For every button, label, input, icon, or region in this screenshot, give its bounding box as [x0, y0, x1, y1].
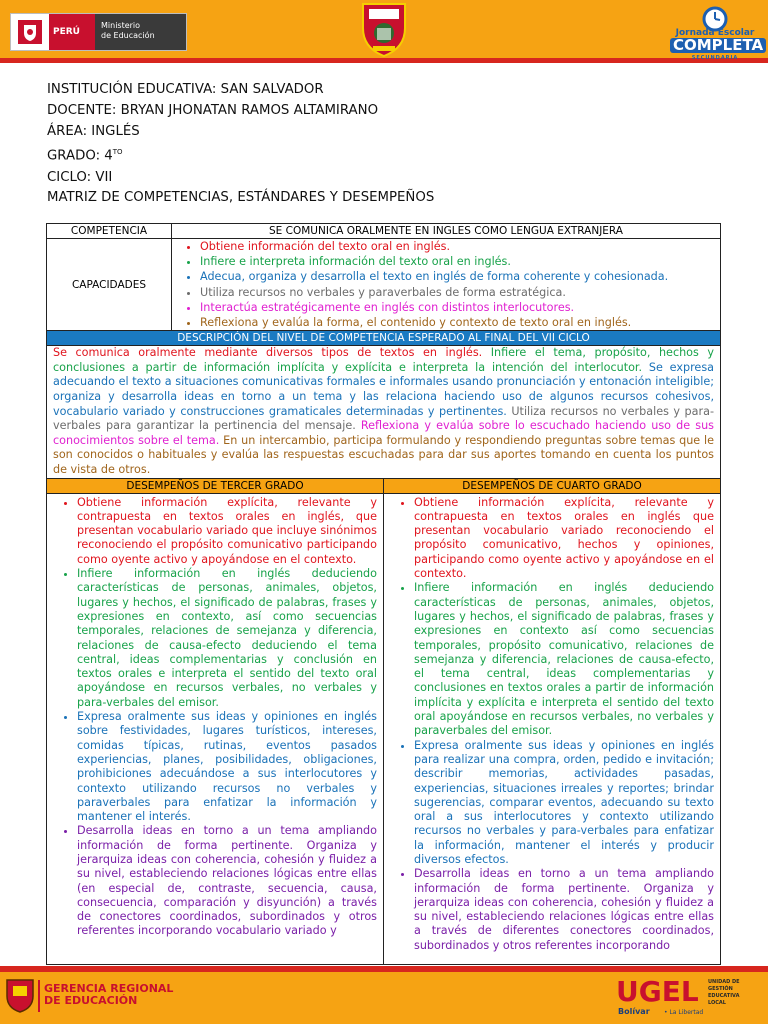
fourth-grade-performances: [384, 493, 721, 964]
cycle: CICLO: VII: [47, 169, 113, 185]
minedu-logo: [10, 13, 187, 51]
capacity-item: • Reflexiona y evalúa la forma, el contenido y contexto de texto oral en inglés.: [200, 315, 716, 330]
fourth-grade-header: DESEMPEÑOS DE CUARTO GRADO: [384, 478, 721, 493]
school-crest-icon: [359, 1, 409, 58]
institution: INSTITUCIÓN EDUCATIVA: SAN SALVADOR: [47, 82, 324, 97]
third-grade-performances: [47, 493, 384, 964]
capacity-item: • Obtiene información del texto oral en inglés.: [200, 239, 716, 254]
level-part: Reflexiona y evalúa sobre lo escuchado haciendo uso de sus conocimientos sobre el tema.: [53, 419, 715, 447]
ugel-region: • La Libertad: [664, 1009, 704, 1016]
capacity-item: • Infiere e interpreta información del texto oral en inglés.: [200, 254, 716, 269]
footer-divider: [38, 980, 40, 1012]
capacity-item: • Adecua, organiza y desarrolla el texto en inglés de forma coherente y cohesionada.: [200, 269, 716, 284]
teacher: DOCENTE: BRYAN JHONATAN RAMOS ALTAMIRANO: [47, 102, 379, 118]
competence-label: COMPETENCIA: [47, 224, 172, 239]
level-part: Se expresa adecuando el texto a situaciones comunicativas formales e informales usando pronunciación y entonación inteligible; organiza y desarrolla ideas en torno a un tema y las relaciona haciendo uso de algunos recursos cohesivos, vocabulario variado y construcciones gramaticales determinadas y pertinentes.: [53, 360, 715, 418]
ministry-name: [95, 14, 186, 50]
third-grade-header: DESEMPEÑOS DE TERCER GRADO: [47, 478, 384, 493]
performance-item: • Desarrolla ideas en torno a un tema ampliando información de forma pertinente. Organiza y jerarquiza ideas con coherencia, cohesión y fluidez a su nivel, estableciendo relaciones lógicas entre ellas a través de diferentes conectores coordinados, subordinados y otros referentes incorporando: [414, 867, 714, 953]
ugel-side-1: UNIDAD DE GESTIÓN: [708, 979, 740, 992]
ugel-logo: [616, 975, 761, 1020]
capacities-cell: [172, 239, 721, 331]
level-part: Se comunica oralmente mediante diversos tipos de textos en inglés.: [53, 346, 483, 360]
level-description-header: DESCRIPCIÓN DEL NIVEL DE COMPETENCIA ESPERADO AL FINAL DEL VII CICLO: [47, 331, 721, 346]
capacity-item: • Utiliza recursos no verbales y paraverbales de forma estratégica.: [200, 285, 716, 300]
competence-value: SE COMUNICA ORALMENTE EN INGLES COMO LENGUA EXTRANJERA: [172, 224, 721, 239]
jec-line-2: COMPLETA: [670, 38, 766, 53]
performance-item: • Expresa oralmente sus ideas y opiniones en inglés sobre festividades, lugares turísticos, intereses, comidas típicas, rutinas, eventos pasados experiencias, planes, posibilidades, obligaciones, prohibiciones adecuándose a sus interlocutores y contexto utilizando recursos no verbales y paraverbales para enfatizar la información y mantener el interés.: [77, 710, 377, 824]
ugel-description: [708, 979, 761, 1007]
document-info: [47, 80, 727, 209]
peru-shield-icon: [11, 14, 49, 50]
level-part: En un intercambio, participa formulando y respondiendo preguntas sobre temas que le son conocidos o habituales y evalúa las respuestas escuchadas para dar sus aportes tomando en cuenta los puntos de vista de otros.: [53, 433, 715, 476]
performance-item: • Obtiene información explícita, relevante y contrapuesta en textos orales en inglés, que presentan vocabulario variado que incluye sinónimos reconociendo el propósito comunicativo participando como oyente activo y apoyándose en el contexto.: [77, 496, 377, 567]
ugel-side-3: LOCAL: [708, 1000, 726, 1006]
performance-item: • Obtiene información explícita, relevante y contrapuesta en textos orales en inglés que presentan vocabulario variado reconociendo el propósito comunicativo, hechos y opiniones, participando como oyente activo y apoyándose en el contexto.: [414, 496, 714, 582]
peru-label: PERÚ: [49, 14, 95, 50]
capacity-item: • Interactúa estratégicamente en inglés con distintos interlocutores.: [200, 300, 716, 315]
ministry-line-1: Ministerio: [101, 21, 141, 30]
ministry-line-2: de Educación: [101, 31, 155, 40]
performance-item: • Infiere información en inglés deduciendo características de personas, animales, objetos, lugares y hechos, el significado de palabras, frases y expresiones en contexto, así como secuencias temporales, relaciones de semejanza y diferencia, relaciones de causa-efecto deduciendo el tema central, ideas complementarias y conclusión en textos orales e interpreta el sentido del texto oral apoyándose en recursos verbales, no verbales y para-verbales del emisor.: [77, 567, 377, 710]
grade-value: GRADO: 4: [47, 148, 113, 164]
area: ÁREA: INGLÉS: [47, 123, 140, 139]
header-strip: [0, 58, 768, 63]
ugel-place: Bolívar: [618, 1007, 650, 1016]
ugel-word: UGEL: [616, 975, 699, 1008]
level-part: Infiere el tema, propósito, hechos y conclusiones a partir de información implícita y explícita e interpreta la intención del interlocutor.: [53, 346, 715, 374]
jornada-escolar-completa-logo: [670, 6, 764, 61]
capacities-list: [176, 239, 716, 330]
performance-item: • Infiere información en inglés deduciendo características de personas, animales, objetos, lugares y hechos, el significado de palabras, frases y expresiones en contexto así como secuencias temporales, propósito comunicativo, relaciones de semejanza y diferencia, relaciones de causa-efecto, el tema central, ideas complementarias y conclusiones en textos orales a partir de información implícita y explícita e interpreta el sentido del texto oral apoyándose en recursos verbales, no verbales y paraverbales del emisor.: [414, 581, 714, 738]
third-grade-list: [53, 496, 377, 939]
performance-item: • Desarrolla ideas en torno a un tema ampliando información de forma pertinente. Organiza y jerarquiza ideas con coherencia, cohesión y fluidez a su nivel, estableciendo relaciones lógicas entre ellas (en especial de, contraste, secuencia, causa, consecuencia, comparación y disyunción) a través de conectores coordinados, subordinados y otros referentes incorporando vocabulario variado y: [77, 824, 377, 938]
competence-matrix-table: [46, 223, 721, 965]
level-description: [47, 346, 721, 478]
jec-line-3: SECUNDARIA: [691, 55, 739, 61]
gerencia-line-1: GERENCIA REGIONAL: [44, 982, 174, 995]
gerencia-regional: [44, 983, 173, 1007]
performance-item: • Expresa oralmente sus ideas y opiniones en inglés para realizar una compra, orden, pedido e invitación; describir memorias, actividades pasadas, experiencias, situaciones irreales y reportes; brindar sugerencias, comparar eventos, adecuando su texto oral a sus interlocutores y contexto utilizando recursos no verbales y para-verbales para enfatizar la información, mantener el interés y producir diversos efectos.: [414, 739, 714, 868]
capacities-label: CAPACIDADES: [47, 239, 172, 331]
jec-line-1: Jornada Escolar: [675, 28, 755, 38]
grade: [47, 142, 727, 167]
fourth-grade-list: [390, 496, 714, 954]
matrix-title: MATRIZ DE COMPETENCIAS, ESTÁNDARES Y DESEMPEÑOS: [47, 190, 435, 206]
regional-shield-icon: [5, 978, 35, 1014]
ugel-side-2: EDUCATIVA: [708, 993, 740, 999]
grade-suffix: TO: [112, 148, 123, 157]
gerencia-line-2: DE EDUCACIÓN: [44, 994, 138, 1007]
level-part: Utiliza recursos no verbales y para-verbales para garantizar la pertinencia del mensaje.: [53, 404, 715, 433]
